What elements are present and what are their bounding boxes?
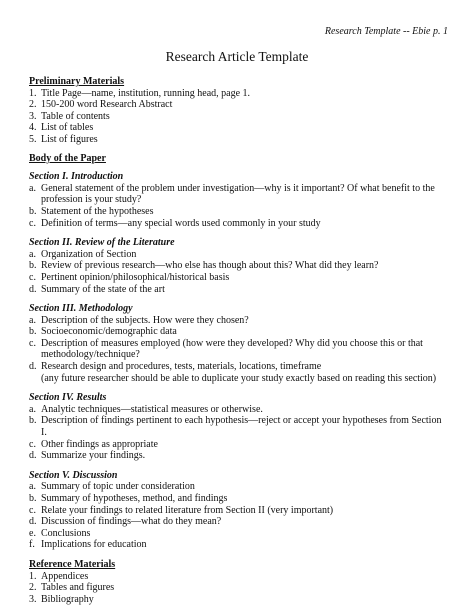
section-list: [29, 481, 449, 551]
list-item-marker: 3.: [29, 593, 37, 605]
running-head: Research Template -- Ebie p. 1: [324, 26, 448, 37]
list-item: [29, 594, 449, 606]
list-item-text: List of tables: [41, 122, 94, 134]
list-item-text: Definition of terms—any special words used commonly in your study: [41, 217, 321, 229]
list-item-text: Description of the subjects. How were they chosen?: [41, 314, 249, 326]
list-item-text: Implications for education: [41, 539, 147, 551]
list-item-text: Appendices: [41, 570, 89, 582]
page-title: Research Article Template: [165, 49, 309, 64]
list-item: [29, 206, 449, 218]
list-item: [29, 571, 449, 583]
section-list: [29, 315, 449, 373]
section-note: (any future researcher should be able to duplicate your study exactly based on reading this section): [41, 372, 437, 384]
list-item-text: Summary of the state of the art: [41, 283, 165, 295]
list-item-marker: c.: [29, 337, 36, 349]
list-item-text: Other findings as appropriate: [41, 438, 158, 450]
section-heading: Section II. Review of the Literature: [29, 237, 175, 249]
reference-list: [29, 571, 449, 606]
list-item-text: List of figures: [41, 133, 98, 145]
list-item-text: Description of findings pertinent to each hypothesis—reject or accept your hypotheses from Section I.: [41, 415, 442, 439]
list-item: [29, 315, 449, 327]
section-block: [29, 237, 449, 303]
list-item-text: Table of contents: [41, 110, 110, 122]
list-item: [29, 582, 449, 594]
list-item-text: Statement of the hypotheses: [41, 205, 154, 217]
list-item: [29, 450, 449, 462]
list-item: [29, 260, 449, 272]
list-item-text: Title Page—name, institution, running head, page 1.: [41, 87, 251, 99]
list-item: [29, 361, 449, 373]
list-item-text: Bibliography: [41, 593, 94, 605]
list-item-text: General statement of the problem under investigation—why is it important? Of what benefit to the profession is your study?: [41, 182, 435, 206]
list-item-marker: a.: [29, 481, 36, 493]
list-item-marker: d.: [29, 450, 37, 462]
list-item: [29, 218, 449, 230]
list-item-text: Analytic techniques—statistical measures or otherwise.: [41, 403, 263, 415]
list-item-marker: a.: [29, 403, 36, 415]
list-item: [29, 516, 449, 528]
list-item-marker: 2.: [29, 99, 37, 111]
list-item-marker: f.: [29, 539, 35, 551]
list-item-marker: d.: [29, 283, 37, 295]
list-item: [29, 404, 449, 416]
list-item-text: Review of previous research—who else has though about this? What did they learn?: [41, 260, 379, 272]
list-item: [29, 481, 449, 493]
section-list: [29, 249, 449, 295]
list-item: [29, 99, 449, 111]
list-item-text: Summary of hypotheses, method, and findings: [41, 493, 228, 504]
list-item-text: Discussion of findings—what do they mean?: [41, 516, 222, 528]
list-item: [29, 284, 449, 296]
list-item-text: Conclusions: [41, 527, 91, 539]
list-item-marker: a.: [29, 182, 36, 194]
preliminary-section: [29, 76, 449, 146]
list-item-text: Socioeconomic/demographic data: [41, 326, 177, 338]
list-item: [29, 415, 449, 438]
list-item-marker: b.: [29, 205, 37, 217]
list-item-text: Summary of topic under consideration: [41, 481, 195, 493]
list-item-marker: 1.: [29, 570, 37, 582]
list-item: [29, 122, 449, 134]
list-item-marker: b.: [29, 326, 37, 338]
list-item-marker: c.: [29, 217, 36, 229]
list-item: [29, 439, 449, 451]
list-item-marker: a.: [29, 248, 36, 260]
list-item-marker: 4.: [29, 122, 37, 134]
preliminary-heading: Preliminary Materials: [29, 76, 125, 87]
section-heading: Section I. Introduction: [29, 171, 124, 183]
list-item: [29, 183, 449, 206]
section-heading: Section V. Discussion: [29, 469, 118, 481]
list-item-text: Organization of Section: [41, 248, 137, 260]
list-item: [29, 338, 449, 361]
list-item-marker: c.: [29, 504, 36, 516]
list-item-text: Summarize your findings.: [41, 450, 146, 462]
list-item: [29, 505, 449, 517]
list-item-marker: 1.: [29, 87, 37, 99]
section-block: [29, 171, 449, 237]
document-body: [29, 76, 449, 605]
list-item: [29, 272, 449, 284]
preliminary-list: [29, 88, 449, 146]
list-item-marker: b.: [29, 260, 37, 272]
list-item: [29, 326, 449, 338]
list-item: [29, 528, 449, 540]
section-list: [29, 183, 449, 229]
list-item: [29, 249, 449, 261]
list-item-marker: 2.: [29, 582, 37, 594]
list-item-marker: 5.: [29, 133, 37, 145]
list-item-text: Tables and figures: [41, 582, 115, 594]
body-heading: Body of the Paper: [29, 152, 106, 164]
section-block: [29, 470, 449, 559]
list-item-marker: d.: [29, 516, 37, 528]
list-item: [29, 134, 449, 146]
list-item-text: Research design and procedures, tests, materials, locations, timeframe: [41, 361, 322, 373]
list-item-marker: a.: [29, 314, 36, 326]
list-item-marker: c.: [29, 438, 36, 450]
section-heading: Section IV. Results: [29, 392, 107, 404]
reference-section: [29, 559, 449, 605]
list-item: [29, 539, 449, 551]
sections-container: [29, 171, 449, 559]
list-item-marker: e.: [29, 527, 36, 539]
list-item-marker: c.: [29, 271, 36, 283]
list-item-marker: d.: [29, 361, 37, 373]
list-item-text: 150-200 word Research Abstract: [41, 99, 173, 111]
list-item-marker: 3.: [29, 110, 37, 122]
reference-heading: Reference Materials: [29, 558, 116, 570]
list-item-text: Pertinent opinion/philosophical/historical basis: [41, 271, 230, 283]
list-item-marker: b.: [29, 415, 37, 427]
list-item: [29, 111, 449, 123]
list-item-text: Relate your findings to related literature from Section II (very important): [41, 504, 334, 516]
list-item-marker: b.: [29, 493, 37, 504]
list-item: [29, 88, 449, 100]
section-block: [29, 303, 449, 392]
list-item-text: Description of measures employed (how were they developed? Why did you choose this or that methodology/technique?: [41, 337, 423, 361]
section-block: [29, 392, 449, 470]
section-list: [29, 404, 449, 462]
section-heading: Section III. Methodology: [29, 303, 133, 315]
list-item: [29, 493, 449, 505]
